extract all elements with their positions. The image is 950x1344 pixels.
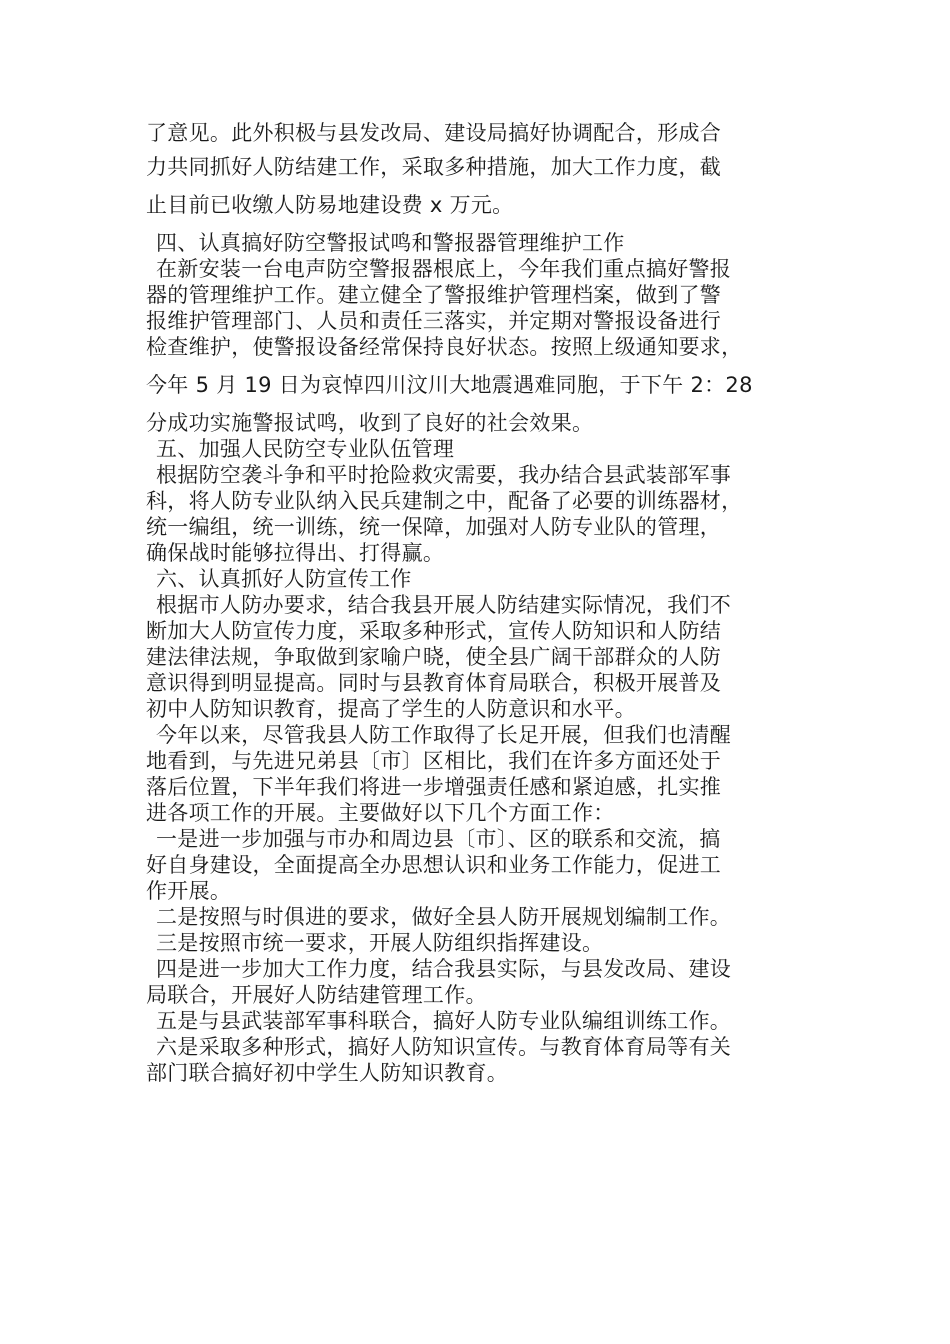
text-line: 三是按照市统一要求，开展人防组织指挥建设。 [156, 931, 604, 955]
text-line: 初中人防知识教育，提高了学生的人防意识和水平。 [146, 697, 636, 721]
text-line: 二是按照与时俱进的要求，做好全县人防开展规划编制工作。 [156, 905, 732, 929]
text-line: 科，将人防专业队纳入民兵建制之中，配备了必要的训练器材， [146, 489, 743, 513]
text-line: 好自身建设，全面提高全办思想认识和业务工作能力，促进工 [146, 853, 722, 877]
text-line: 进各项工作的开展。主要做好以下几个方面工作： [146, 801, 615, 825]
text-line: 落后位置，下半年我们将进一步增强责任感和紧迫感，扎实推 [146, 775, 722, 799]
text-line: 统一编组，统一训练，统一保障，加强对人防专业队的管理， [146, 515, 722, 539]
text-line: 根据市人防办要求，结合我县开展人防结建实际情况，我们不 [156, 593, 732, 617]
text-line: 一是进一步加强与市办和周边县〔市〕、区的联系和交流，搞 [156, 827, 721, 851]
text-line: 了意见。此外积极与县发改局、建设局搞好协调配合，形成合 [146, 121, 722, 145]
section-heading: 五、加强人民防空专业队伍管理 [156, 437, 455, 461]
text-line: 在新安装一台电声防空警报器根底上，今年我们重点搞好警报 [156, 257, 732, 281]
section-heading: 四、认真搞好防空警报试鸣和警报器管理维护工作 [156, 231, 625, 255]
text-line: 报维护管理部门、人员和责任三落实，并定期对警报设备进行 [146, 309, 722, 333]
text-line: 今年以来，尽管我县人防工作取得了长足开展，但我们也清醒 [156, 723, 732, 747]
text-line: 断加大人防宣传力度，采取多种形式，宣传人防知识和人防结 [146, 619, 722, 643]
text-line: 分成功实施警报试鸣，收到了良好的社会效果。 [146, 411, 594, 435]
text-line: 作开展。 [146, 879, 232, 903]
text-line: 器的管理维护工作。建立健全了警报维护管理档案，做到了警 [146, 283, 722, 307]
text-line: 地看到，与先进兄弟县〔市〕区相比，我们在许多方面还处于 [146, 749, 722, 773]
text-line: 局联合，开展好人防结建管理工作。 [146, 983, 487, 1007]
text-line: 建法律法规，争取做到家喻户晓，使全县广阔干部群众的人防 [146, 645, 722, 669]
text-line: 检查维护，使警报设备经常保持良好状态。按照上级通知要求， [146, 335, 743, 359]
text-line: 五是与县武装部军事科联合，搞好人防专业队编组训练工作。 [156, 1009, 732, 1033]
text-line: 部门联合搞好初中学生人防知识教育。 [146, 1061, 509, 1085]
text-line: 六是采取多种形式，搞好人防知识宣传。与教育体育局等有关 [156, 1035, 732, 1059]
text-line: 止目前已收缴人防易地建设费 x 万元。 [146, 193, 514, 217]
text-line: 四是进一步加大工作力度，结合我县实际，与县发改局、建设 [156, 957, 732, 981]
text-line: 意识得到明显提高。同时与县教育体育局联合，积极开展普及 [146, 671, 722, 695]
text-line: 力共同抓好人防结建工作，采取多种措施，加大工作力度，截 [146, 155, 722, 179]
document-body [146, 120, 826, 1086]
text-line: 今年 5 月 19 日为哀悼四川汶川大地震遇难同胞，于下午 2：28 [146, 373, 753, 397]
section-heading: 六、认真抓好人防宣传工作 [156, 567, 412, 591]
text-line: 确保战时能够拉得出、打得赢。 [146, 541, 445, 565]
text-line: 根据防空袭斗争和平时抢险救灾需要，我办结合县武装部军事 [156, 463, 732, 487]
